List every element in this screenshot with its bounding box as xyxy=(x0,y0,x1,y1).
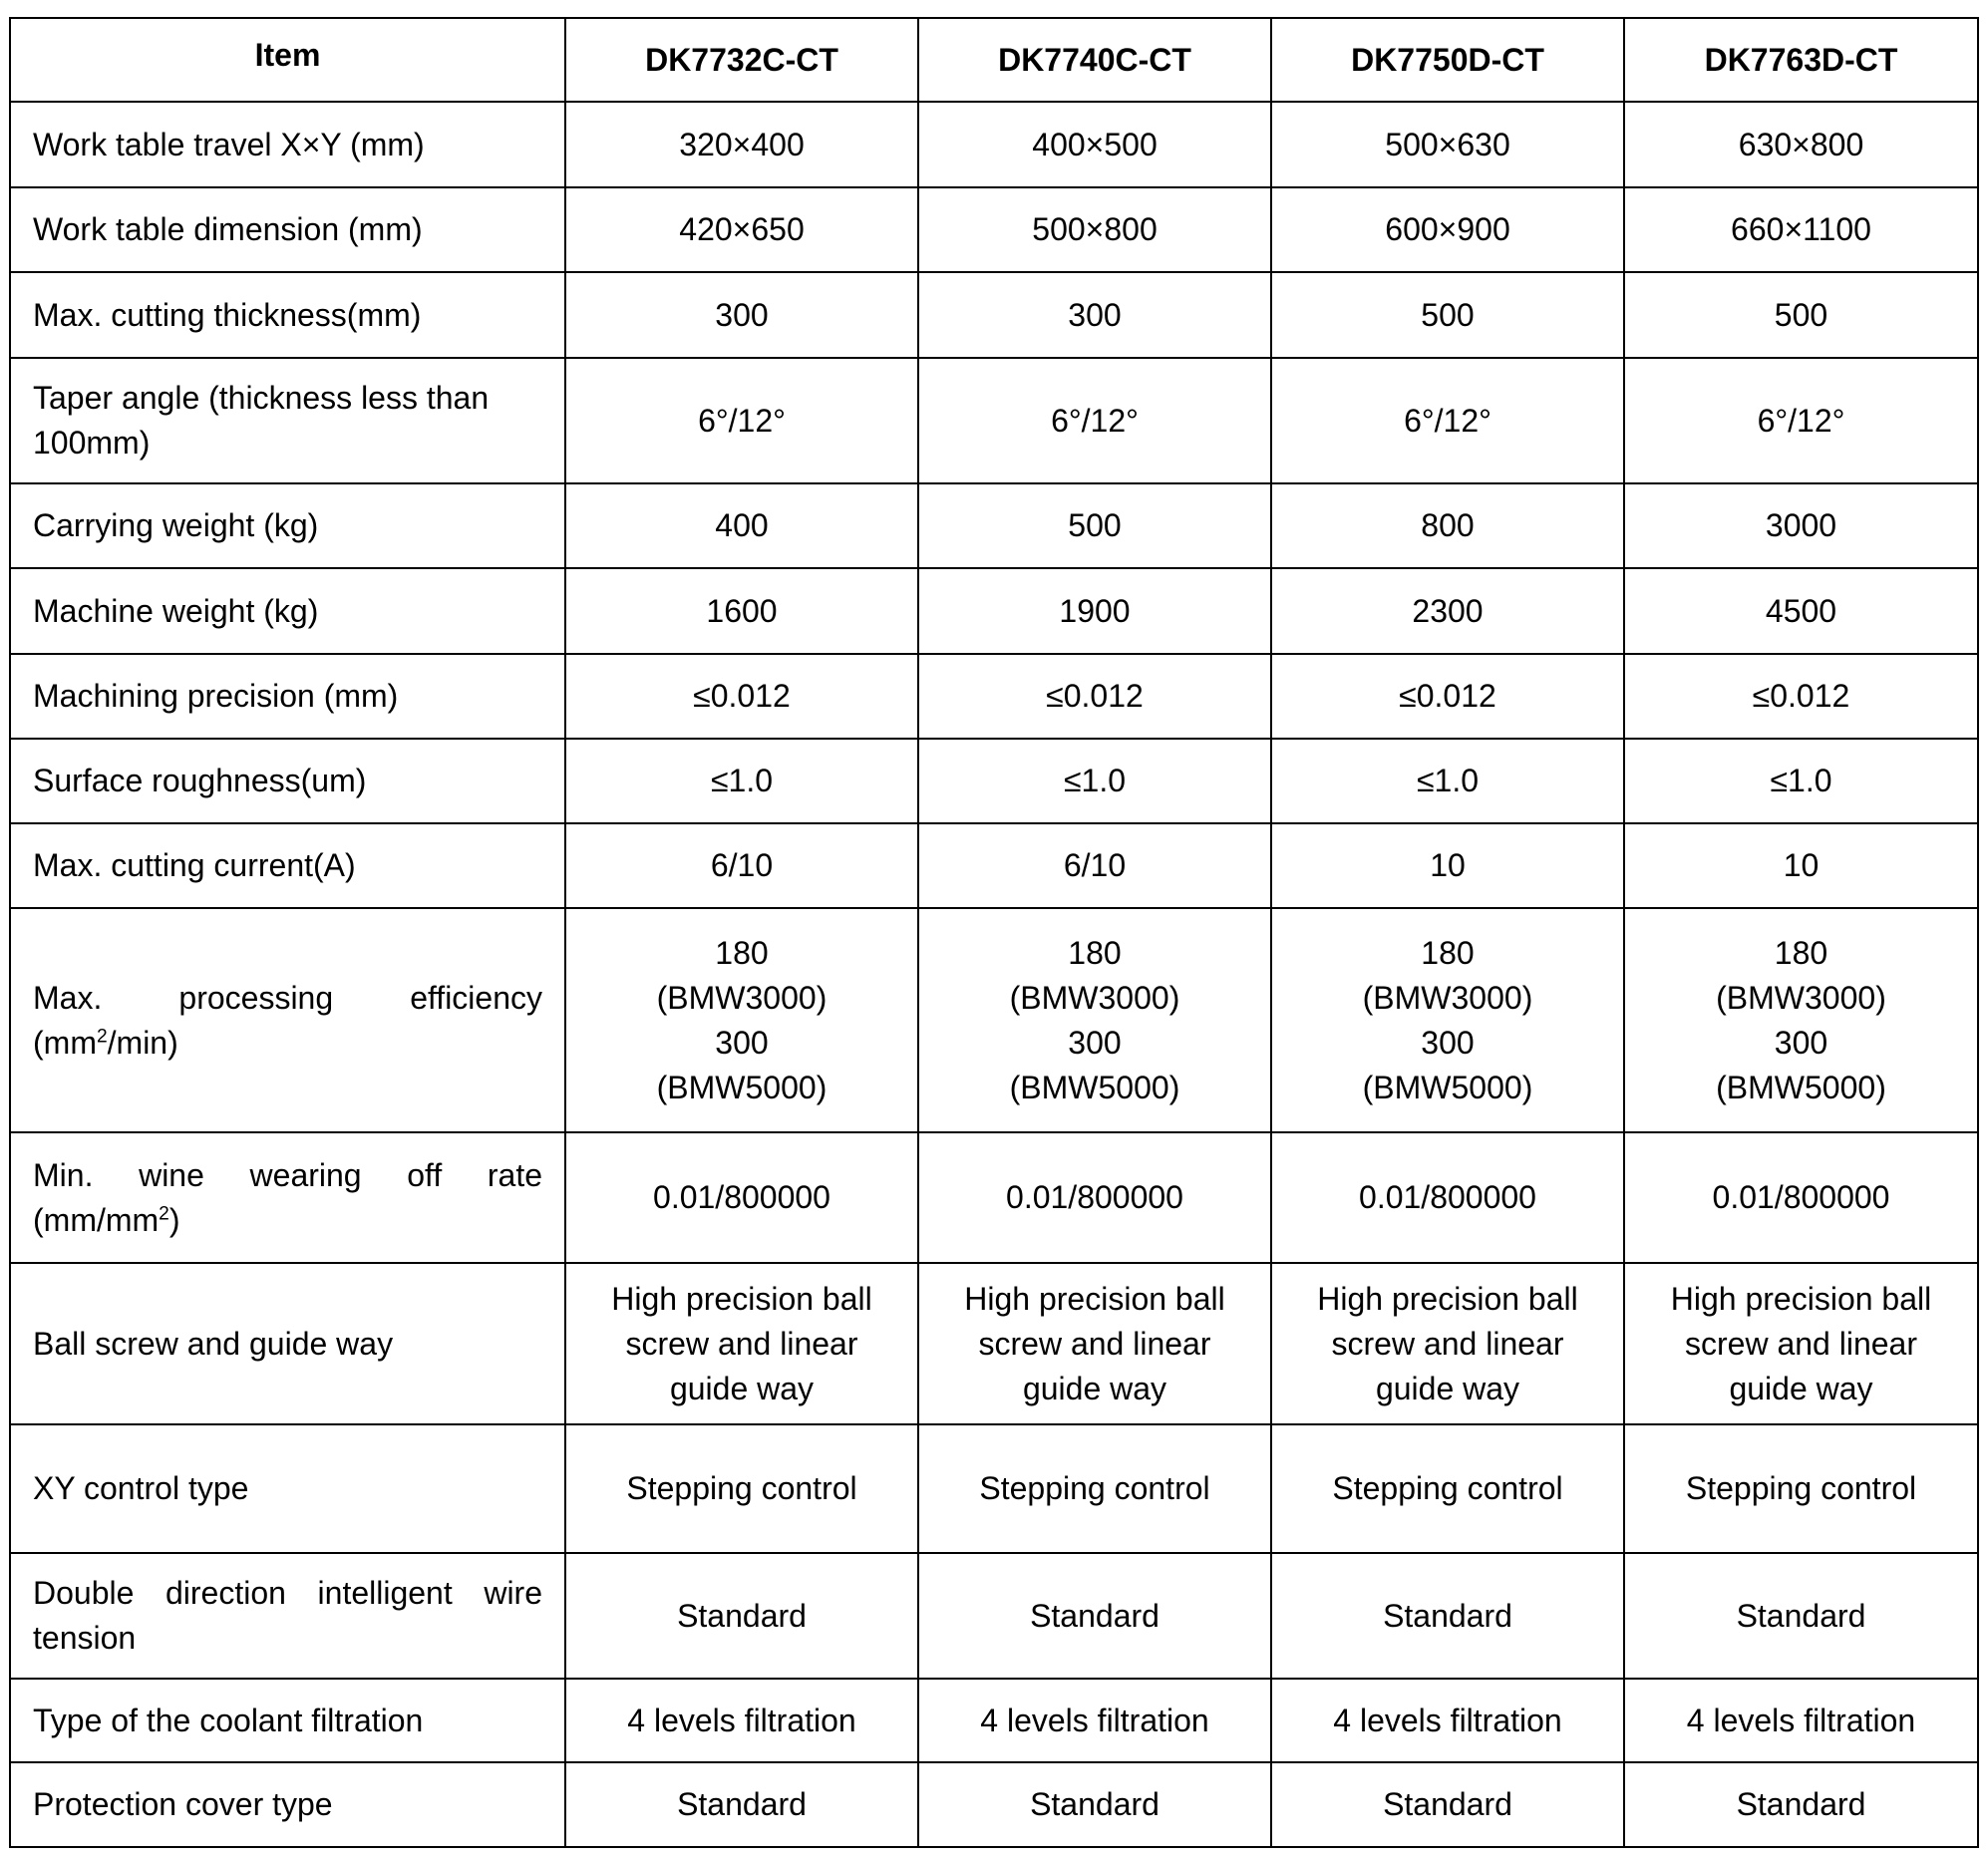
cell-line: (BMW3000) xyxy=(1362,979,1533,1016)
row-label xyxy=(10,908,565,1132)
cell-value: 4 levels filtration xyxy=(565,1679,918,1762)
cell-value: High precision ball screw and linear guide way xyxy=(565,1263,918,1424)
row-label-text: ) xyxy=(168,1201,180,1238)
header-model: DK7750D-CT xyxy=(1271,18,1624,102)
cell-value: 6°/12° xyxy=(918,358,1271,483)
cell-line: 180 xyxy=(1421,934,1475,971)
cell-line: 300 xyxy=(1068,1024,1122,1061)
row-label: Double direction intelligent wire tension xyxy=(10,1553,565,1679)
cell-value xyxy=(918,908,1271,1132)
cell-value: 0.01/800000 xyxy=(565,1132,918,1263)
cell-value: 500×800 xyxy=(918,187,1271,272)
cell-line: 300 xyxy=(1421,1024,1475,1061)
cell-value: 6°/12° xyxy=(1624,358,1978,483)
cell-value: 800 xyxy=(1271,483,1624,568)
cell-line: (BMW5000) xyxy=(1362,1069,1533,1105)
cell-value: Standard xyxy=(918,1762,1271,1847)
cell-value: ≤0.012 xyxy=(565,654,918,739)
cell-value: 400×500 xyxy=(918,102,1271,187)
cell-value: 6/10 xyxy=(565,823,918,908)
cell-line: 300 xyxy=(715,1024,769,1061)
cell-value: 600×900 xyxy=(1271,187,1624,272)
row-label: Ball screw and guide way xyxy=(10,1263,565,1424)
cell-value: 0.01/800000 xyxy=(1624,1132,1978,1263)
cell-value: 4 levels filtration xyxy=(1271,1679,1624,1762)
cell-value: Stepping control xyxy=(565,1424,918,1553)
cell-value: 0.01/800000 xyxy=(1271,1132,1624,1263)
cell-value xyxy=(1271,908,1624,1132)
table-row xyxy=(10,1132,1978,1263)
row-label: Protection cover type xyxy=(10,1762,565,1847)
row-label: Type of the coolant filtration xyxy=(10,1679,565,1762)
cell-value: 500×630 xyxy=(1271,102,1624,187)
cell-value: Stepping control xyxy=(1271,1424,1624,1553)
cell-value: 300 xyxy=(565,272,918,358)
cell-line: (BMW3000) xyxy=(1716,979,1886,1016)
cell-value: Standard xyxy=(565,1553,918,1679)
row-label: Work table dimension (mm) xyxy=(10,187,565,272)
row-label: Machine weight (kg) xyxy=(10,568,565,654)
table-row xyxy=(10,102,1978,187)
cell-value: Stepping control xyxy=(1624,1424,1978,1553)
table-row xyxy=(10,1263,1978,1424)
cell-value: 6°/12° xyxy=(1271,358,1624,483)
cell-value: Standard xyxy=(1271,1553,1624,1679)
cell-line: (BMW5000) xyxy=(656,1069,828,1105)
cell-value: 1900 xyxy=(918,568,1271,654)
cell-value: Standard xyxy=(565,1762,918,1847)
table-row xyxy=(10,654,1978,739)
table-row xyxy=(10,908,1978,1132)
row-label-text: Max. processing efficiency (mm xyxy=(33,979,542,1061)
spec-table xyxy=(9,17,1979,1848)
cell-line: (BMW3000) xyxy=(656,979,828,1016)
table-row xyxy=(10,1424,1978,1553)
cell-value xyxy=(565,908,918,1132)
cell-value: ≤0.012 xyxy=(1624,654,1978,739)
cell-value: 320×400 xyxy=(565,102,918,187)
cell-value: 2300 xyxy=(1271,568,1624,654)
cell-line: 300 xyxy=(1774,1024,1828,1061)
table-row xyxy=(10,823,1978,908)
cell-value: 4 levels filtration xyxy=(918,1679,1271,1762)
cell-value: 400 xyxy=(565,483,918,568)
table-row xyxy=(10,1679,1978,1762)
superscript: 2 xyxy=(96,1025,108,1047)
cell-value: 10 xyxy=(1624,823,1978,908)
cell-line: (BMW5000) xyxy=(1009,1069,1180,1105)
header-item: Item xyxy=(10,18,565,102)
cell-value: 3000 xyxy=(1624,483,1978,568)
cell-value: High precision ball screw and linear guide way xyxy=(1271,1263,1624,1424)
cell-line: (BMW5000) xyxy=(1716,1069,1886,1105)
cell-value: 6°/12° xyxy=(565,358,918,483)
cell-value: 630×800 xyxy=(1624,102,1978,187)
cell-value: 300 xyxy=(918,272,1271,358)
header-row xyxy=(10,18,1978,102)
cell-line: (BMW3000) xyxy=(1009,979,1180,1016)
cell-value: 1600 xyxy=(565,568,918,654)
cell-value: 420×650 xyxy=(565,187,918,272)
cell-value: Standard xyxy=(1624,1762,1978,1847)
row-label: Work table travel X×Y (mm) xyxy=(10,102,565,187)
header-model: DK7740C-CT xyxy=(918,18,1271,102)
cell-value: ≤1.0 xyxy=(918,739,1271,823)
header-model: DK7732C-CT xyxy=(565,18,918,102)
table-row xyxy=(10,1762,1978,1847)
cell-value: 660×1100 xyxy=(1624,187,1978,272)
cell-value: 500 xyxy=(1624,272,1978,358)
cell-value: ≤0.012 xyxy=(1271,654,1624,739)
cell-value: ≤0.012 xyxy=(918,654,1271,739)
cell-value: High precision ball screw and linear guide way xyxy=(1624,1263,1978,1424)
table-row xyxy=(10,739,1978,823)
superscript: 2 xyxy=(159,1202,169,1224)
cell-value xyxy=(1624,908,1978,1132)
table-row xyxy=(10,358,1978,483)
row-label: Machining precision (mm) xyxy=(10,654,565,739)
cell-value: 4500 xyxy=(1624,568,1978,654)
table-row xyxy=(10,483,1978,568)
cell-line: 180 xyxy=(715,934,769,971)
cell-value: Standard xyxy=(1271,1762,1624,1847)
cell-value: 10 xyxy=(1271,823,1624,908)
cell-value: 6/10 xyxy=(918,823,1271,908)
row-label: Surface roughness(um) xyxy=(10,739,565,823)
cell-line: 180 xyxy=(1068,934,1122,971)
row-label: Carrying weight (kg) xyxy=(10,483,565,568)
row-label: XY control type xyxy=(10,1424,565,1553)
cell-value: 500 xyxy=(1271,272,1624,358)
table-row xyxy=(10,187,1978,272)
row-label: Max. cutting thickness(mm) xyxy=(10,272,565,358)
header-model: DK7763D-CT xyxy=(1624,18,1978,102)
row-label-text: Min. wine wearing off rate (mm/mm xyxy=(33,1156,542,1238)
row-label: Taper angle (thickness less than 100mm) xyxy=(10,358,565,483)
cell-line: 180 xyxy=(1774,934,1828,971)
cell-value: High precision ball screw and linear guide way xyxy=(918,1263,1271,1424)
cell-value: ≤1.0 xyxy=(1271,739,1624,823)
cell-value: Stepping control xyxy=(918,1424,1271,1553)
cell-value: Standard xyxy=(1624,1553,1978,1679)
row-label-text: /min) xyxy=(107,1024,178,1061)
table-row xyxy=(10,1553,1978,1679)
row-label: Max. cutting current(A) xyxy=(10,823,565,908)
row-label xyxy=(10,1132,565,1263)
cell-value: 4 levels filtration xyxy=(1624,1679,1978,1762)
table-row xyxy=(10,568,1978,654)
cell-value: 0.01/800000 xyxy=(918,1132,1271,1263)
cell-value: ≤1.0 xyxy=(1624,739,1978,823)
cell-value: ≤1.0 xyxy=(565,739,918,823)
table-row xyxy=(10,272,1978,358)
cell-value: Standard xyxy=(918,1553,1271,1679)
cell-value: 500 xyxy=(918,483,1271,568)
